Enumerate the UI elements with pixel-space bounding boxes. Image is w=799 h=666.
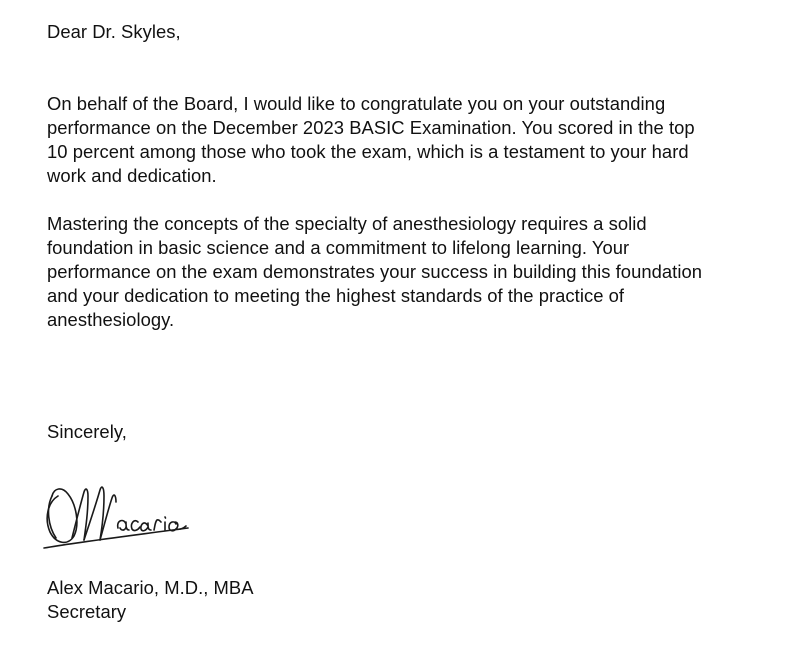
paragraph2-line-2: foundation in basic science and a commitment to lifelong learning. Your: [47, 237, 630, 258]
signer-title: Secretary: [47, 601, 127, 622]
closing: Sincerely,: [47, 421, 127, 442]
paragraph1-line-1: On behalf of the Board, I would like to congratulate you on your outstanding: [47, 93, 666, 114]
signature: [38, 456, 208, 556]
paragraph2-line-3: performance on the exam demonstrates your success in building this foundation: [47, 261, 703, 282]
paragraph1-line-3: 10 percent among those who took the exam, which is a testament to your hard: [47, 141, 689, 162]
paragraph2-line-4: and your dedication to meeting the highest standards of the practice of: [47, 285, 625, 306]
paragraph2-line-5: anesthesiology.: [47, 309, 175, 330]
paragraph1-line-2: performance on the December 2023 BASIC Examination. You scored in the top: [47, 117, 695, 138]
paragraph2-line-1: Mastering the concepts of the specialty of anesthesiology requires a solid: [47, 213, 647, 234]
paragraph1-line-4: work and dedication.: [47, 165, 217, 186]
signer-name: Alex Macario, M.D., MBA: [47, 577, 254, 598]
salutation: Dear Dr. Skyles,: [47, 21, 181, 42]
